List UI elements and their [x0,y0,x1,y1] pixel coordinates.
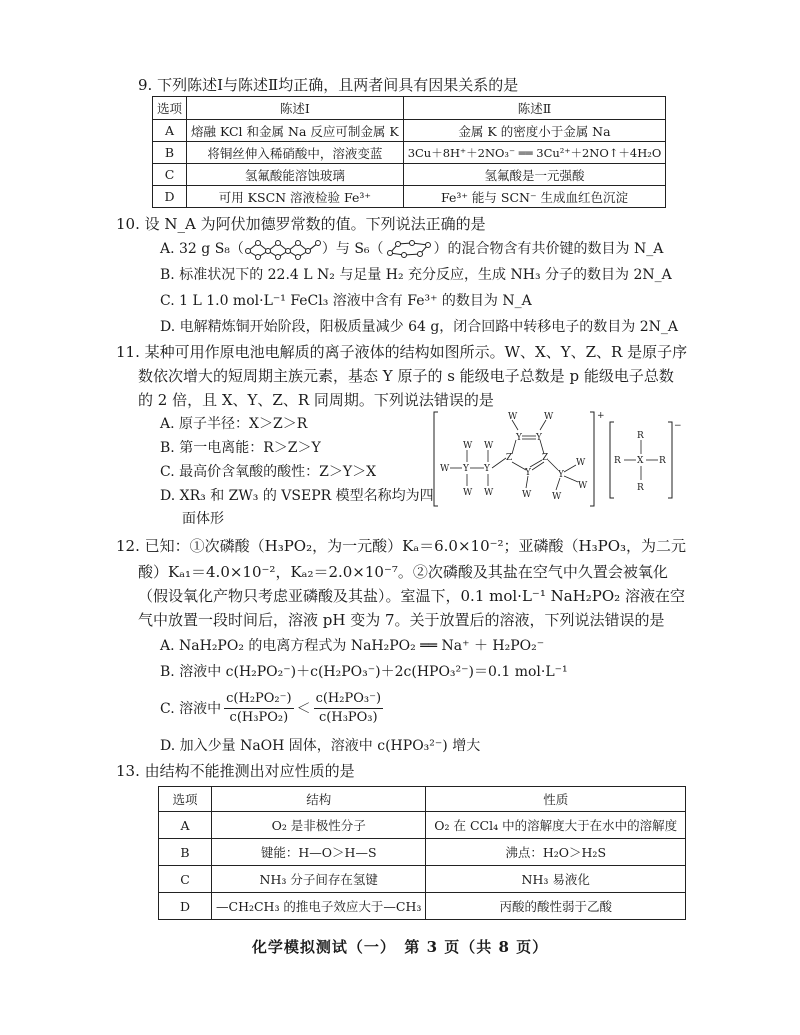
q9-row-b-option: B [153,142,187,164]
q11-option-d-line2: 面体形 [182,511,224,527]
atom-w: W [522,490,532,500]
q13-row-b-structure: 键能：H—O＞H—S [212,839,426,866]
atom-w: W [440,464,450,474]
q9-row-a-stmt2: 金属 K 的密度小于金属 Na [403,120,666,142]
q10-stem: 10. 设 N_A 为阿伏加德罗常数的值。下列说法正确的是 [116,215,486,233]
q9-row-d-option: D [153,186,187,208]
q9-header-stmt1: 陈述Ⅰ [187,97,404,120]
q10-option-a-text3: ）的混合物含有共价键的数目为 N_A [433,241,664,257]
table-row [153,142,666,164]
atom-y: Y [463,464,469,474]
q12-option-d: D. 加入少量 NaOH 固体，溶液中 c(HPO₃²⁻) 增大 [160,738,481,754]
atom-y: Y [525,468,531,478]
q13-row-a-option: A [159,812,212,839]
q13-row-d-property: 丙酸的酸性弱于乙酸 [426,893,686,920]
ionic-liquid-structure [432,410,680,510]
q9-row-c-option: C [153,164,187,186]
atom-x: X [637,456,644,466]
table-row [159,893,686,920]
q9-stem: 9. 下列陈述Ⅰ与陈述Ⅱ均正确，且两者间具有因果关系的是 [138,76,519,94]
q13-row-a-structure: O₂ 是非极性分子 [212,812,426,839]
q12-stem-line3: （假设氧化产物只考虑亚磷酸及其盐）。室温下，0.1 mol·L⁻¹ NaH₂PO₂ 溶液在空 [138,587,685,605]
atom-z: Z [542,453,549,463]
table-row [159,866,686,893]
q13-row-d-option: D [159,893,212,920]
page-footer: 化学模拟测试（一） 第 3 页（共 8 页） [251,938,549,956]
q9-row-b-stmt1: 将铜丝伸入稀硝酸中，溶液变蓝 [187,142,404,164]
atom-w: W [463,488,473,498]
q12-option-c [160,690,386,727]
atom-y: Y [536,433,542,443]
q12-stem-line1: 12. 已知：①次磷酸（H₃PO₂，为一元酸）Kₐ＝6.0×10⁻²；亚磷酸（H₃PO₃，为二元 [116,537,687,555]
less-than-sign: ＜ [296,700,311,717]
q13-row-b-option: B [159,839,212,866]
q11-stem-line1: 11. 某种可用作原电池电解质的离子液体的结构如图所示。W、X、Y、Z、R 是原子序 [116,343,688,361]
q9-row-d-stmt2: Fe³⁺ 能与 SCN⁻ 生成血红色沉淀 [403,186,666,208]
q9-row-d-stmt1: 可用 KSCN 溶液检验 Fe³⁺ [187,186,404,208]
table-row [159,839,686,866]
q13-header-option: 选项 [159,787,212,812]
q9-header-stmt2: 陈述Ⅱ [403,97,666,120]
q10-option-d: D. 电解精炼铜开始阶段，阳极质量减少 64 g，闭合回路中转移电子的数目为 2N_A [160,319,679,335]
q12-option-c-prefix: C. 溶液中 [160,700,222,717]
q9-row-b-stmt2: 3Cu＋8H⁺＋2NO₃⁻ ══ 3Cu²⁺＋2NO↑＋4H₂O [403,142,666,164]
q10-option-c: C. 1 L 1.0 mol·L⁻¹ FeCl₃ 溶液中含有 Fe³⁺ 的数目为 N_A [160,293,532,309]
q10-option-a [160,238,663,260]
s6-ring-structure [384,239,434,259]
q13-row-c-option: C [159,866,212,893]
q11-stem-line3: 的 2 倍，且 X、Y、Z、R 同周期。下列说法错误的是 [138,391,494,409]
table-row [153,164,666,186]
q10-option-a-text2: ）与 S₆（ [321,241,384,257]
atom-r: R [614,456,621,466]
s8-ring-structure [244,239,322,259]
q9-header-option: 选项 [153,97,187,120]
table-row [159,812,686,839]
fraction-2-numerator: c(H₂PO₃⁻) [314,690,383,709]
atom-y: Y [516,433,522,443]
atom-r: R [637,483,644,493]
q13-row-d-structure: —CH₂CH₃ 的推电子效应大于—CH₃ [212,893,426,920]
q13-row-a-property: O₂ 在 CCl₄ 中的溶解度大于在水中的溶解度 [426,812,686,839]
table-row [153,186,666,208]
q13-stem: 13. 由结构不能推测出对应性质的是 [116,762,355,780]
q11-option-b: B. 第一电离能：R＞Z＞Y [160,440,321,456]
q11-option-d-line1: D. XR₃ 和 ZW₃ 的 VSEPR 模型名称均为四 [160,488,434,504]
atom-w: W [544,412,554,422]
q11-option-a: A. 原子半径：X＞Z＞R [160,416,308,432]
atom-r: R [637,431,644,441]
q12-stem-line4: 气中放置一段时间后，溶液 pH 变为 7。关于放置后的溶液，下列说法错误的是 [138,611,665,629]
table-row [153,120,666,142]
q12-stem-line2: 酸）Kₐ₁＝4.0×10⁻²，Kₐ₂＝2.0×10⁻⁷。②次磷酸及其盐在空气中久置会被氧化 [138,563,668,581]
fraction-1-numerator: c(H₂PO₂⁻) [224,690,293,709]
q13-table [158,786,686,920]
atom-y: Y [484,464,490,474]
q13-row-c-property: NH₃ 易液化 [426,866,686,893]
atom-r: R [659,456,666,466]
q11-option-c: C. 最高价含氧酸的酸性：Z＞Y＞X [160,464,377,480]
fraction-2 [314,690,383,727]
q11-stem-line2: 数依次增大的短周期主族元素，基态 Y 原子的 s 能级电子总数是 p 能级电子总数 [138,367,674,385]
q9-row-a-stmt1: 熔融 KCl 和金属 Na 反应可制金属 K [187,120,404,142]
q12-option-a: A. NaH₂PO₂ 的电离方程式为 NaH₂PO₂ ══ Na⁺ ＋ H₂PO₂⁻ [160,638,545,654]
atom-w: W [508,412,518,422]
q13-header-property: 性质 [426,787,686,812]
q10-option-a-text1: A. 32 g S₈（ [160,241,244,257]
q9-table [152,96,666,208]
q13-header-structure: 结构 [212,787,426,812]
atom-w: W [463,441,473,451]
atom-w: W [484,441,494,451]
fraction-1 [224,690,293,727]
q13-row-c-structure: NH₃ 分子间存在氢键 [212,866,426,893]
atom-w: W [576,458,586,468]
q9-row-a-option: A [153,120,187,142]
q12-option-b: B. 溶液中 c(H₂PO₂⁻)＋c(H₂PO₃⁻)＋2c(HPO₃²⁻)＝0.1 mol·L⁻¹ [160,664,568,680]
q13-row-b-property: 沸点：H₂O＞H₂S [426,839,686,866]
atom-w: W [552,492,562,502]
atom-z: Z [506,453,513,463]
fraction-2-denominator: c(H₃PO₃) [319,710,378,725]
fraction-1-denominator: c(H₃PO₂) [229,710,289,725]
q9-row-c-stmt1: 氢氟酸能溶蚀玻璃 [187,164,404,186]
cation-charge: + [597,411,605,421]
atom-y: Y [558,470,564,480]
anion-charge: − [674,421,682,431]
atom-w: W [484,488,494,498]
q10-option-b: B. 标准状况下的 22.4 L N₂ 与足量 H₂ 充分反应，生成 NH₃ 分子的数目为 2N_A [160,267,672,283]
q9-row-c-stmt2: 氢氟酸是一元强酸 [403,164,666,186]
atom-w: W [578,481,588,491]
